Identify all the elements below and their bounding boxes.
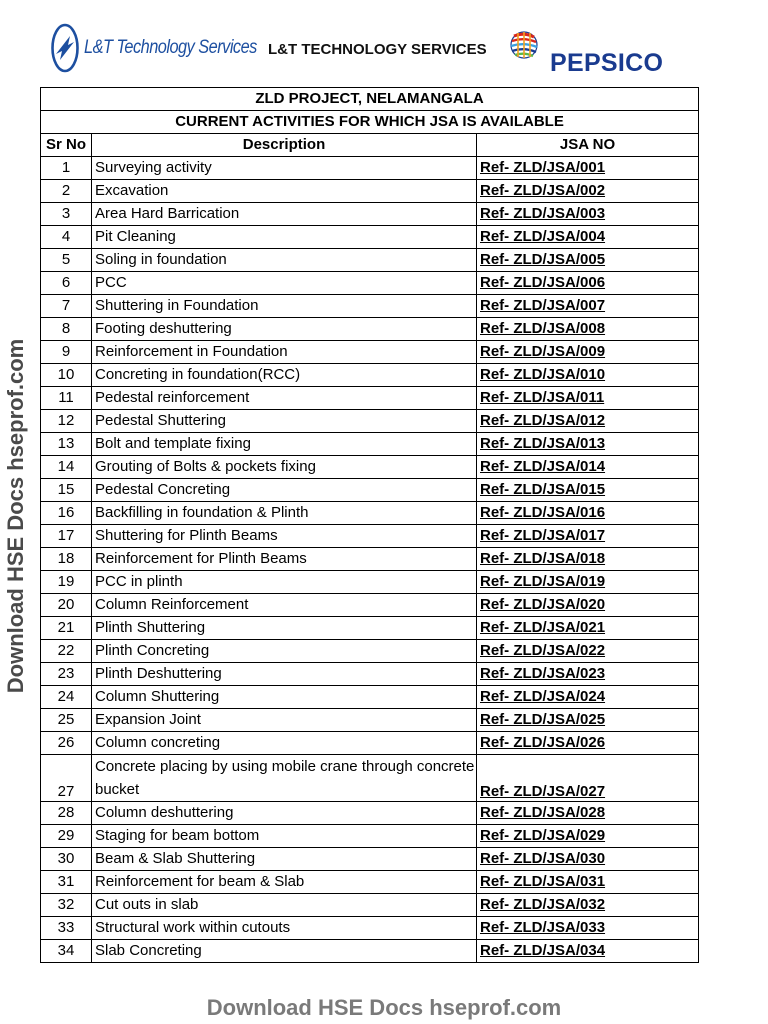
jsa-ref-cell: Ref- ZLD/JSA/025	[477, 709, 699, 732]
table-row	[41, 157, 699, 180]
sr-no-cell: 22	[41, 640, 92, 663]
project-title: ZLD PROJECT, NELAMANGALA	[41, 88, 699, 111]
table-row	[41, 940, 699, 963]
bottom-watermark: Download HSE Docs hseprof.com	[206, 995, 562, 1020]
sr-no-cell: 5	[41, 249, 92, 272]
jsa-ref-cell: Ref- ZLD/JSA/034	[477, 940, 699, 963]
description-cell: Shuttering for Plinth Beams	[92, 525, 477, 548]
description-cell: Expansion Joint	[92, 709, 477, 732]
sr-no-cell: 15	[41, 479, 92, 502]
table-row	[41, 318, 699, 341]
description-cell: Reinforcement for Plinth Beams	[92, 548, 477, 571]
table-row	[41, 594, 699, 617]
jsa-ref-cell: Ref- ZLD/JSA/008	[477, 318, 699, 341]
jsa-ref-cell: Ref- ZLD/JSA/029	[477, 825, 699, 848]
description-cell: Column Shuttering	[92, 686, 477, 709]
jsa-ref-cell: Ref- ZLD/JSA/016	[477, 502, 699, 525]
sr-no-cell: 18	[41, 548, 92, 571]
table-row	[41, 663, 699, 686]
description-cell: PCC	[92, 272, 477, 295]
jsa-ref-cell: Ref- ZLD/JSA/004	[477, 226, 699, 249]
description-cell: Column Reinforcement	[92, 594, 477, 617]
column-header-jsa-no: JSA NO	[477, 134, 699, 157]
jsa-ref-cell: Ref- ZLD/JSA/022	[477, 640, 699, 663]
table-row	[41, 732, 699, 755]
project-title-row	[41, 88, 699, 111]
description-cell: Cut outs in slab	[92, 894, 477, 917]
table-row	[41, 295, 699, 318]
table-row	[41, 433, 699, 456]
description-cell: Excavation	[92, 180, 477, 203]
description-cell: Structural work within cutouts	[92, 917, 477, 940]
jsa-ref-cell: Ref- ZLD/JSA/002	[477, 180, 699, 203]
table-row	[41, 502, 699, 525]
jsa-ref-cell: Ref- ZLD/JSA/024	[477, 686, 699, 709]
jsa-ref-cell: Ref- ZLD/JSA/014	[477, 456, 699, 479]
jsa-ref-cell: Ref- ZLD/JSA/030	[477, 848, 699, 871]
sr-no-cell: 31	[41, 871, 92, 894]
sr-no-cell: 20	[41, 594, 92, 617]
table-row	[41, 802, 699, 825]
sr-no-cell: 1	[41, 157, 92, 180]
sr-no-cell: 19	[41, 571, 92, 594]
table-row	[41, 525, 699, 548]
table-row	[41, 226, 699, 249]
jsa-ref-cell: Ref- ZLD/JSA/005	[477, 249, 699, 272]
description-cell: Pit Cleaning	[92, 226, 477, 249]
sr-no-cell: 33	[41, 917, 92, 940]
jsa-ref-cell: Ref- ZLD/JSA/032	[477, 894, 699, 917]
sr-no-cell: 4	[41, 226, 92, 249]
lt-logo-text: L&T Technology Services	[84, 37, 257, 58]
sr-no-cell: 8	[41, 318, 92, 341]
table-row	[41, 894, 699, 917]
jsa-ref-cell: Ref- ZLD/JSA/021	[477, 617, 699, 640]
sr-no-cell: 7	[41, 295, 92, 318]
table-row	[41, 410, 699, 433]
sr-no-cell: 2	[41, 180, 92, 203]
description-cell: Plinth Deshuttering	[92, 663, 477, 686]
table-row	[41, 456, 699, 479]
sr-no-cell: 14	[41, 456, 92, 479]
description-cell: Backfilling in foundation & Plinth	[92, 502, 477, 525]
table-row	[41, 871, 699, 894]
sr-no-cell: 13	[41, 433, 92, 456]
jsa-ref-cell: Ref- ZLD/JSA/003	[477, 203, 699, 226]
sr-no-cell: 28	[41, 802, 92, 825]
description-cell: Grouting of Bolts & pockets fixing	[92, 456, 477, 479]
description-cell: Reinforcement in Foundation	[92, 341, 477, 364]
pepsico-globe-icon	[508, 27, 544, 67]
description-cell: Bolt and template fixing	[92, 433, 477, 456]
column-header-row	[41, 134, 699, 157]
document-header	[0, 0, 768, 86]
description-cell: Footing deshuttering	[92, 318, 477, 341]
jsa-ref-cell: Ref- ZLD/JSA/006	[477, 272, 699, 295]
sr-no-cell: 16	[41, 502, 92, 525]
sr-no-cell: 3	[41, 203, 92, 226]
table-row	[41, 203, 699, 226]
lt-emblem-icon	[50, 22, 80, 74]
description-cell: Surveying activity	[92, 157, 477, 180]
table-row	[41, 364, 699, 387]
description-cell: Area Hard Barrication	[92, 203, 477, 226]
jsa-ref-cell: Ref- ZLD/JSA/028	[477, 802, 699, 825]
table-row	[41, 917, 699, 940]
sr-no-cell: 34	[41, 940, 92, 963]
sr-no-cell: 17	[41, 525, 92, 548]
description-cell: Column concreting	[92, 732, 477, 755]
table-row	[41, 479, 699, 502]
jsa-ref-cell: Ref- ZLD/JSA/027	[477, 755, 699, 802]
description-cell: Pedestal Concreting	[92, 479, 477, 502]
subtitle-row	[41, 111, 699, 134]
jsa-ref-cell: Ref- ZLD/JSA/031	[477, 871, 699, 894]
sr-no-cell: 9	[41, 341, 92, 364]
description-cell: Reinforcement for beam & Slab	[92, 871, 477, 894]
table-row	[41, 272, 699, 295]
description-cell: Beam & Slab Shuttering	[92, 848, 477, 871]
sr-no-cell: 6	[41, 272, 92, 295]
description-cell: PCC in plinth	[92, 571, 477, 594]
table-row	[41, 249, 699, 272]
table-row	[41, 755, 699, 802]
table-row	[41, 341, 699, 364]
jsa-ref-cell: Ref- ZLD/JSA/010	[477, 364, 699, 387]
sr-no-cell: 32	[41, 894, 92, 917]
description-cell: Plinth Shuttering	[92, 617, 477, 640]
jsa-ref-cell: Ref- ZLD/JSA/001	[477, 157, 699, 180]
table-row	[41, 548, 699, 571]
table-row	[41, 617, 699, 640]
jsa-ref-cell: Ref- ZLD/JSA/026	[477, 732, 699, 755]
jsa-ref-cell: Ref- ZLD/JSA/018	[477, 548, 699, 571]
table-row	[41, 387, 699, 410]
jsa-ref-cell: Ref- ZLD/JSA/007	[477, 295, 699, 318]
description-cell: Slab Concreting	[92, 940, 477, 963]
jsa-ref-cell: Ref- ZLD/JSA/019	[477, 571, 699, 594]
jsa-table	[40, 87, 699, 963]
description-cell: Shuttering in Foundation	[92, 295, 477, 318]
table-row	[41, 640, 699, 663]
description-cell: Column deshuttering	[92, 802, 477, 825]
description-cell: Pedestal reinforcement	[92, 387, 477, 410]
table-row	[41, 686, 699, 709]
sr-no-cell: 24	[41, 686, 92, 709]
jsa-ref-cell: Ref- ZLD/JSA/015	[477, 479, 699, 502]
description-cell: Soling in foundation	[92, 249, 477, 272]
sr-no-cell: 10	[41, 364, 92, 387]
description-cell: Concreting in foundation(RCC)	[92, 364, 477, 387]
description-cell: Staging for beam bottom	[92, 825, 477, 848]
pepsico-logo-text: PEPSICO	[550, 49, 664, 77]
table-row	[41, 848, 699, 871]
description-cell: Concrete placing by using mobile crane through concrete bucket	[92, 755, 477, 802]
lt-technology-services-logo	[50, 22, 257, 80]
jsa-ref-cell: Ref- ZLD/JSA/023	[477, 663, 699, 686]
description-cell: Pedestal Shuttering	[92, 410, 477, 433]
sr-no-cell: 23	[41, 663, 92, 686]
column-header-description: Description	[92, 134, 477, 157]
table-row	[41, 825, 699, 848]
jsa-ref-cell: Ref- ZLD/JSA/011	[477, 387, 699, 410]
column-header-sr-no: Sr No	[41, 134, 92, 157]
pepsico-logo	[508, 27, 698, 79]
sr-no-cell: 25	[41, 709, 92, 732]
header-title: L&T TECHNOLOGY SERVICES	[268, 41, 487, 58]
sr-no-cell: 26	[41, 732, 92, 755]
table-subtitle: CURRENT ACTIVITIES FOR WHICH JSA IS AVAILABLE	[41, 111, 699, 134]
jsa-ref-cell: Ref- ZLD/JSA/009	[477, 341, 699, 364]
sr-no-cell: 21	[41, 617, 92, 640]
jsa-ref-cell: Ref- ZLD/JSA/017	[477, 525, 699, 548]
jsa-ref-cell: Ref- ZLD/JSA/013	[477, 433, 699, 456]
sr-no-cell: 11	[41, 387, 92, 410]
jsa-ref-cell: Ref- ZLD/JSA/033	[477, 917, 699, 940]
sr-no-cell: 12	[41, 410, 92, 433]
sr-no-cell: 29	[41, 825, 92, 848]
description-cell: Plinth Concreting	[92, 640, 477, 663]
side-watermark: Download HSE Docs hseprof.com	[3, 338, 28, 694]
jsa-ref-cell: Ref- ZLD/JSA/012	[477, 410, 699, 433]
table-row	[41, 709, 699, 732]
sr-no-cell: 30	[41, 848, 92, 871]
table-row	[41, 571, 699, 594]
jsa-ref-cell: Ref- ZLD/JSA/020	[477, 594, 699, 617]
table-row	[41, 180, 699, 203]
sr-no-cell: 27	[41, 755, 92, 802]
